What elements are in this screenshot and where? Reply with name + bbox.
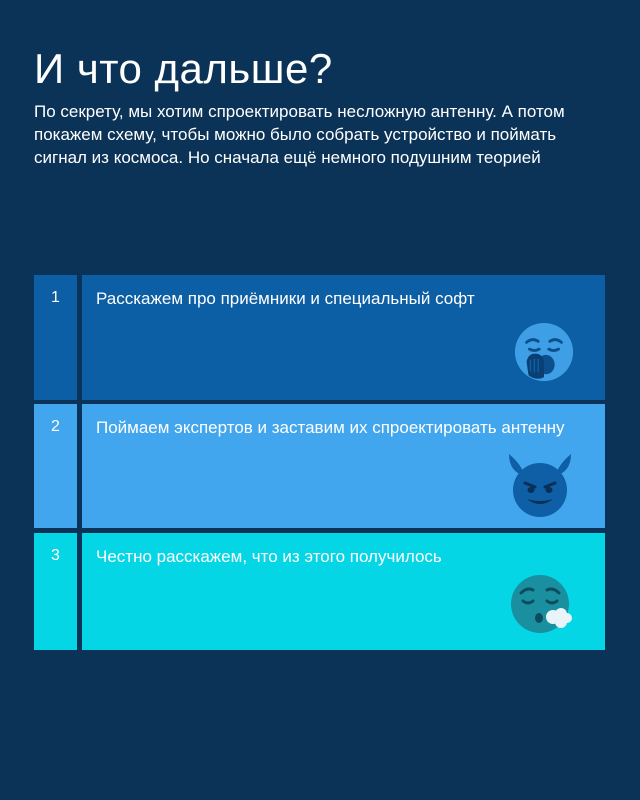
step-row-1 (34, 275, 605, 400)
step-text: Расскажем про приёмники и специальный софт (96, 289, 475, 308)
intro-paragraph: По секрету, мы хотим спроектировать несложную антенну. А потом покажем схему, чтобы можно было собрать устройство и поймать сигнал из космоса. Но сначала ещё немного подушним теорией (34, 102, 565, 167)
page-title: И что дальше? (34, 45, 333, 92)
step-cell (82, 275, 605, 400)
step-row-3 (34, 533, 605, 650)
step-number: 3 (34, 533, 77, 650)
step-cell (82, 404, 605, 528)
step-row-2 (34, 404, 605, 528)
step-text: Поймаем экспертов и заставим их спроектировать антенну (96, 418, 565, 437)
smiling-devil-icon (505, 450, 575, 520)
step-cell (82, 533, 605, 650)
step-text: Честно расскажем, что из этого получилось (96, 547, 442, 566)
step-number: 2 (34, 404, 77, 528)
yawning-face-icon (513, 321, 575, 383)
sighing-face-icon (509, 571, 575, 637)
step-number: 1 (34, 275, 77, 400)
